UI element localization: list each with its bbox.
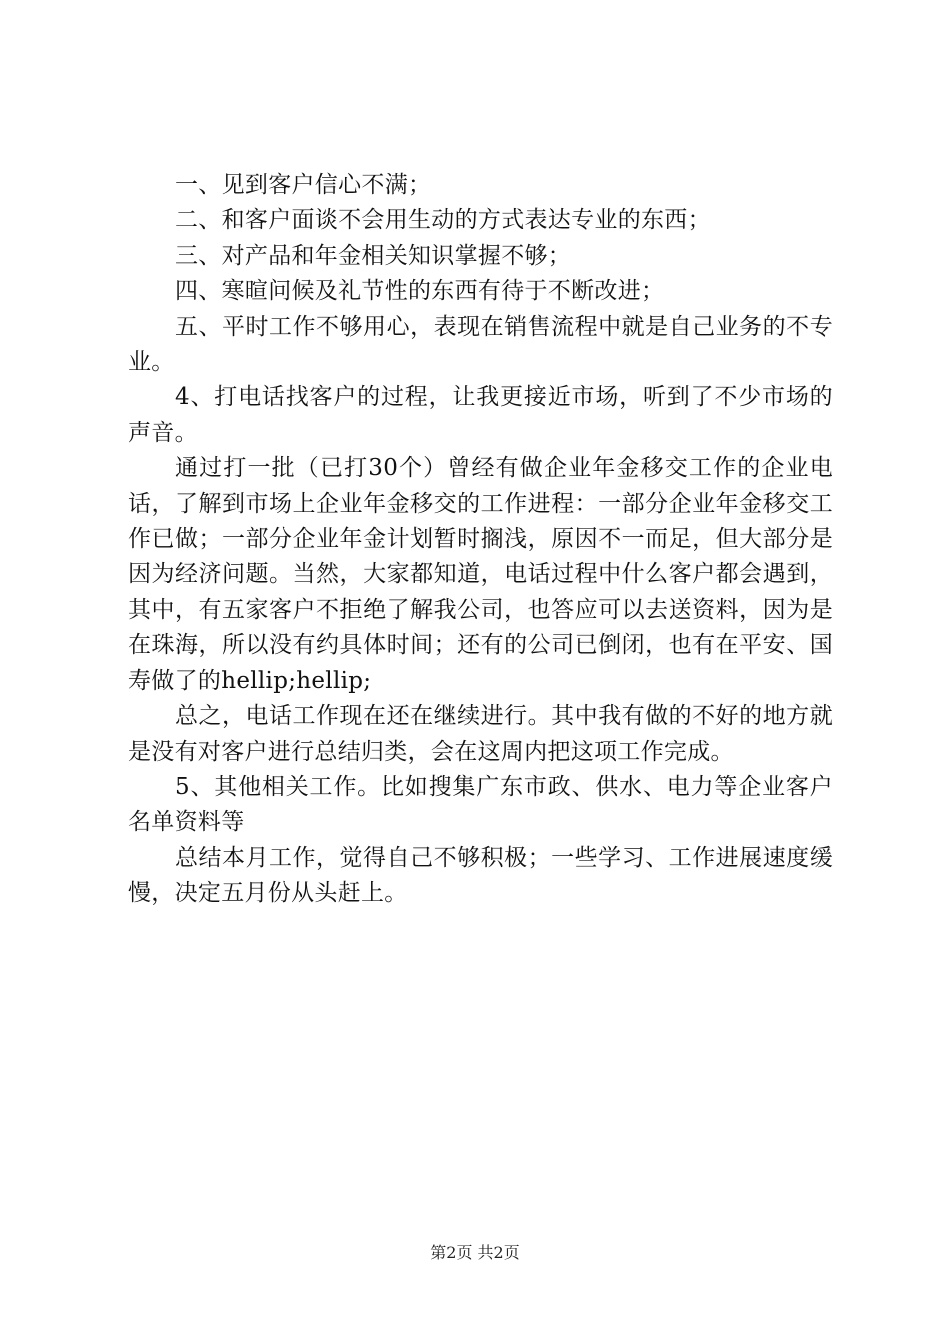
document-body <box>128 168 833 912</box>
paragraph-item-2: 二、和客户面谈不会用生动的方式表达专业的东西； <box>175 207 711 234</box>
paragraph-item-4: 四、寒暄问候及礼节性的东西有待于不断改进； <box>175 278 665 305</box>
paragraph-item-5: 五、平时工作不够用心，表现在销售流程中就是自己业务的不专业。 <box>128 313 833 376</box>
paragraph-call-details: 通过打一批（已打30个）曾经有做企业年金移交工作的企业电话，了解到市场上企业年金移交的工作进程：一部分企业年金移交工作已做；一部分企业年金计划暂时搁浅，原因不一而足，但大部分是因为经济问题。当然，大家都知道，电话过程中什么客户都会遇到，其中，有五家客户不拒绝了解我公司，也答应可以去送资料，因为是在珠海，所以没有约具体时间；还有的公司已倒闭，也有在平安、国寿做了的hellip;hellip; <box>128 455 833 694</box>
paragraph-month-summary: 总结本月工作，觉得自己不够积极；一些学习、工作进展速度缓慢，决定五月份从头赶上。 <box>128 844 833 907</box>
paragraph-summary-calls: 总之，电话工作现在还在继续进行。其中我有做的不好的地方就是没有对客户进行总结归类，会在这周内把这项工作完成。 <box>128 703 833 765</box>
paragraph-item-3: 三、对产品和年金相关知识掌握不够； <box>175 242 572 269</box>
paragraph-other-work: 5、其他相关工作。比如搜集广东市政、供水、电力等企业客户名单资料等 <box>128 773 833 836</box>
page-number-footer: 第2页 共2页 <box>430 1243 520 1262</box>
paragraph-phone-calls: 4、打电话找客户的过程，让我更接近市场，听到了不少市场的声音。 <box>128 384 833 446</box>
paragraph-item-1: 一、见到客户信心不满； <box>175 172 432 198</box>
